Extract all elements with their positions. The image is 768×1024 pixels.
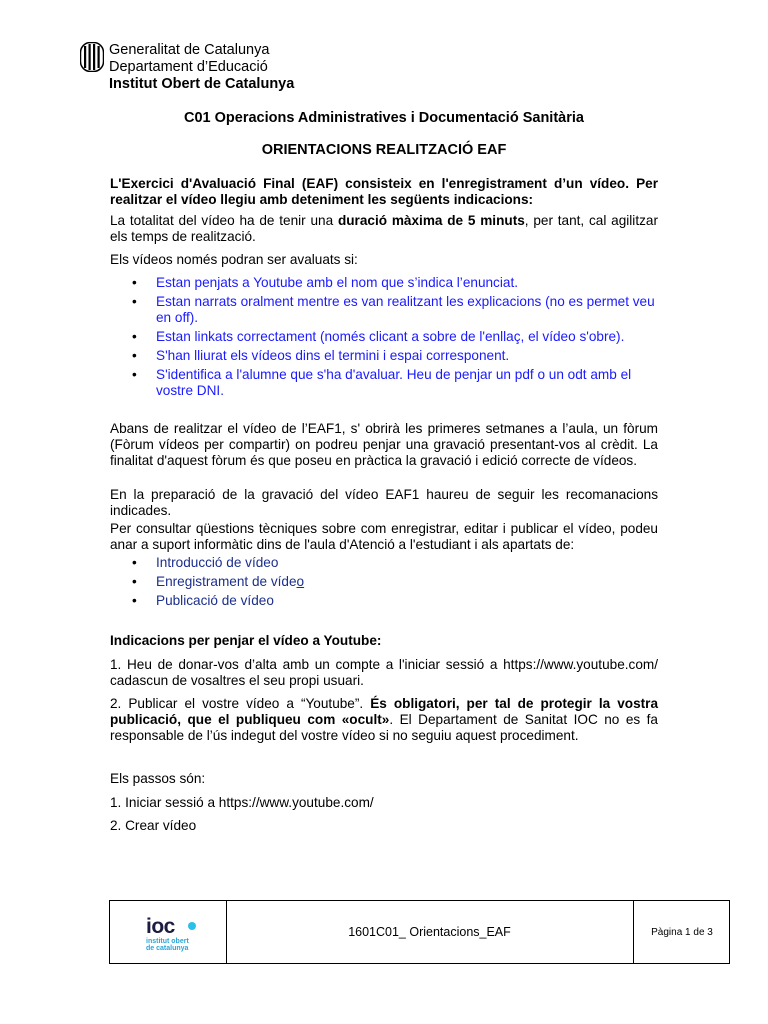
condition-item: • Estan narrats oralment mentre es van realitzant les explicacions (no es permet veu en off). xyxy=(110,294,658,326)
conditions-list xyxy=(110,275,658,402)
preparation-paragraph: En la preparació de la gravació del vídeo EAF1 haureu de seguir les recomanacions indicades. xyxy=(110,487,658,518)
duration-bold: duració màxima de 5 minuts xyxy=(337,213,525,228)
link-publicacio-video[interactable] xyxy=(110,593,658,609)
ioc-logo-sub-line-2: de catalunya xyxy=(146,945,189,952)
technical-paragraph: Per consultar qüestions tècniques sobre com enregistrar, editar i publicar el vídeo, podeu anar a suport informàtic dins de l'aula d'Atenció a l'estudiant i als apartats de: xyxy=(110,521,658,552)
condition-item: • Estan linkats correctament (només clicant a sobre de l'enllaç, el vídeo s'obre). xyxy=(110,329,658,345)
header-line-1: Generalitat de Catalunya xyxy=(109,42,270,58)
page-footer xyxy=(109,900,730,964)
step-login: 1. Iniciar sessió a https://www.youtube.com/ xyxy=(110,795,374,810)
document-title: C01 Operacions Administratives i Documentació Sanitària xyxy=(184,110,584,126)
step-create-video: 2. Crear vídeo xyxy=(110,818,197,833)
footer-page-number: Pàgina 1 de 3 xyxy=(633,901,730,963)
step-2-bold: És obligatori, per tal de protegir la vostra publicació, que el publiqueu com «ocult» xyxy=(110,696,659,727)
header-text xyxy=(109,42,294,93)
condition-item: • S'identifica a l'alumne que s'ha d'avaluar. Heu de penjar un pdf o un odt amb el vostre DNI. xyxy=(110,367,658,399)
ioc-logo-word: ioc xyxy=(146,915,175,938)
link-enregistrament-video[interactable] xyxy=(110,574,658,590)
youtube-heading: Indicacions per penjar el vídeo a Youtube: xyxy=(110,633,382,648)
link-publicacio-video-label[interactable]: Publicació de vídeo xyxy=(156,593,274,608)
link-enregistrament-video-label-end[interactable]: o xyxy=(296,574,305,589)
link-introduccio-video-label[interactable]: Introducció de vídeo xyxy=(156,555,279,570)
header-line-3: Institut Obert de Catalunya xyxy=(109,76,295,92)
generalitat-logo-icon xyxy=(80,42,104,72)
forum-paragraph: Abans de realitzar el vídeo de l’EAF1, s' obrirà les primeres setmanes a l’aula, un fòrum (Fòrum vídeos per compartir) on podreu penjar una gravació presentant-vos al crèdit. La finalitat d'aquest fòrum és que poseu en pràctica la gravació i edició correcte de vídeos. xyxy=(110,421,658,468)
condition-item: • Estan penjats a Youtube amb el nom que s’indica l’enunciat. xyxy=(110,275,658,291)
duration-post: , per tant, cal agilitzar els temps de realització. xyxy=(110,213,658,244)
duration-pre: La totalitat del vídeo ha de tenir una xyxy=(110,213,338,228)
ioc-logo-dot-icon xyxy=(188,922,196,930)
ioc-logo xyxy=(110,901,227,963)
ioc-logo-sub-line-1: institut obert xyxy=(146,938,189,945)
step-2-paragraph xyxy=(110,696,658,744)
step-2-post: . El Departament de Sanitat IOC no es fa responsable de l’ús indegut del vostre vídeo si no seguiu aquest procediment. xyxy=(110,712,658,743)
steps-title: Els passos són: xyxy=(110,771,206,786)
step-2-pre: 2. Publicar el vostre vídeo a “Youtube”. xyxy=(110,696,371,711)
help-links-list xyxy=(110,555,658,612)
intro-paragraph: L'Exercici d'Avaluació Final (EAF) consisteix en l'enregistrament d’un vídeo. Per realitzar el vídeo llegiu amb deteniment les següents indicacions: xyxy=(110,176,658,207)
step-1-paragraph: 1. Heu de donar-vos d’alta amb un compte a l'iniciar sessió a https://www.youtube.com/ cadascun de vosaltres el seu propi usuari. xyxy=(110,657,658,688)
header-line-2: Departament d’Educació xyxy=(109,59,268,75)
duration-paragraph xyxy=(110,213,658,245)
footer-document-name: 1601C01_ Orientacions_EAF xyxy=(348,925,511,939)
evaluated-intro: Els vídeos només podran ser avaluats si: xyxy=(110,252,358,267)
link-introduccio-video[interactable] xyxy=(110,555,658,571)
ioc-logo-subtitle xyxy=(146,938,189,952)
condition-item: • S'han lliurat els vídeos dins el termini i espai corresponent. xyxy=(110,348,658,364)
link-enregistrament-video-label[interactable]: Enregistrament de víde xyxy=(156,574,297,589)
document-subtitle: ORIENTACIONS REALITZACIÓ EAF xyxy=(261,142,507,158)
